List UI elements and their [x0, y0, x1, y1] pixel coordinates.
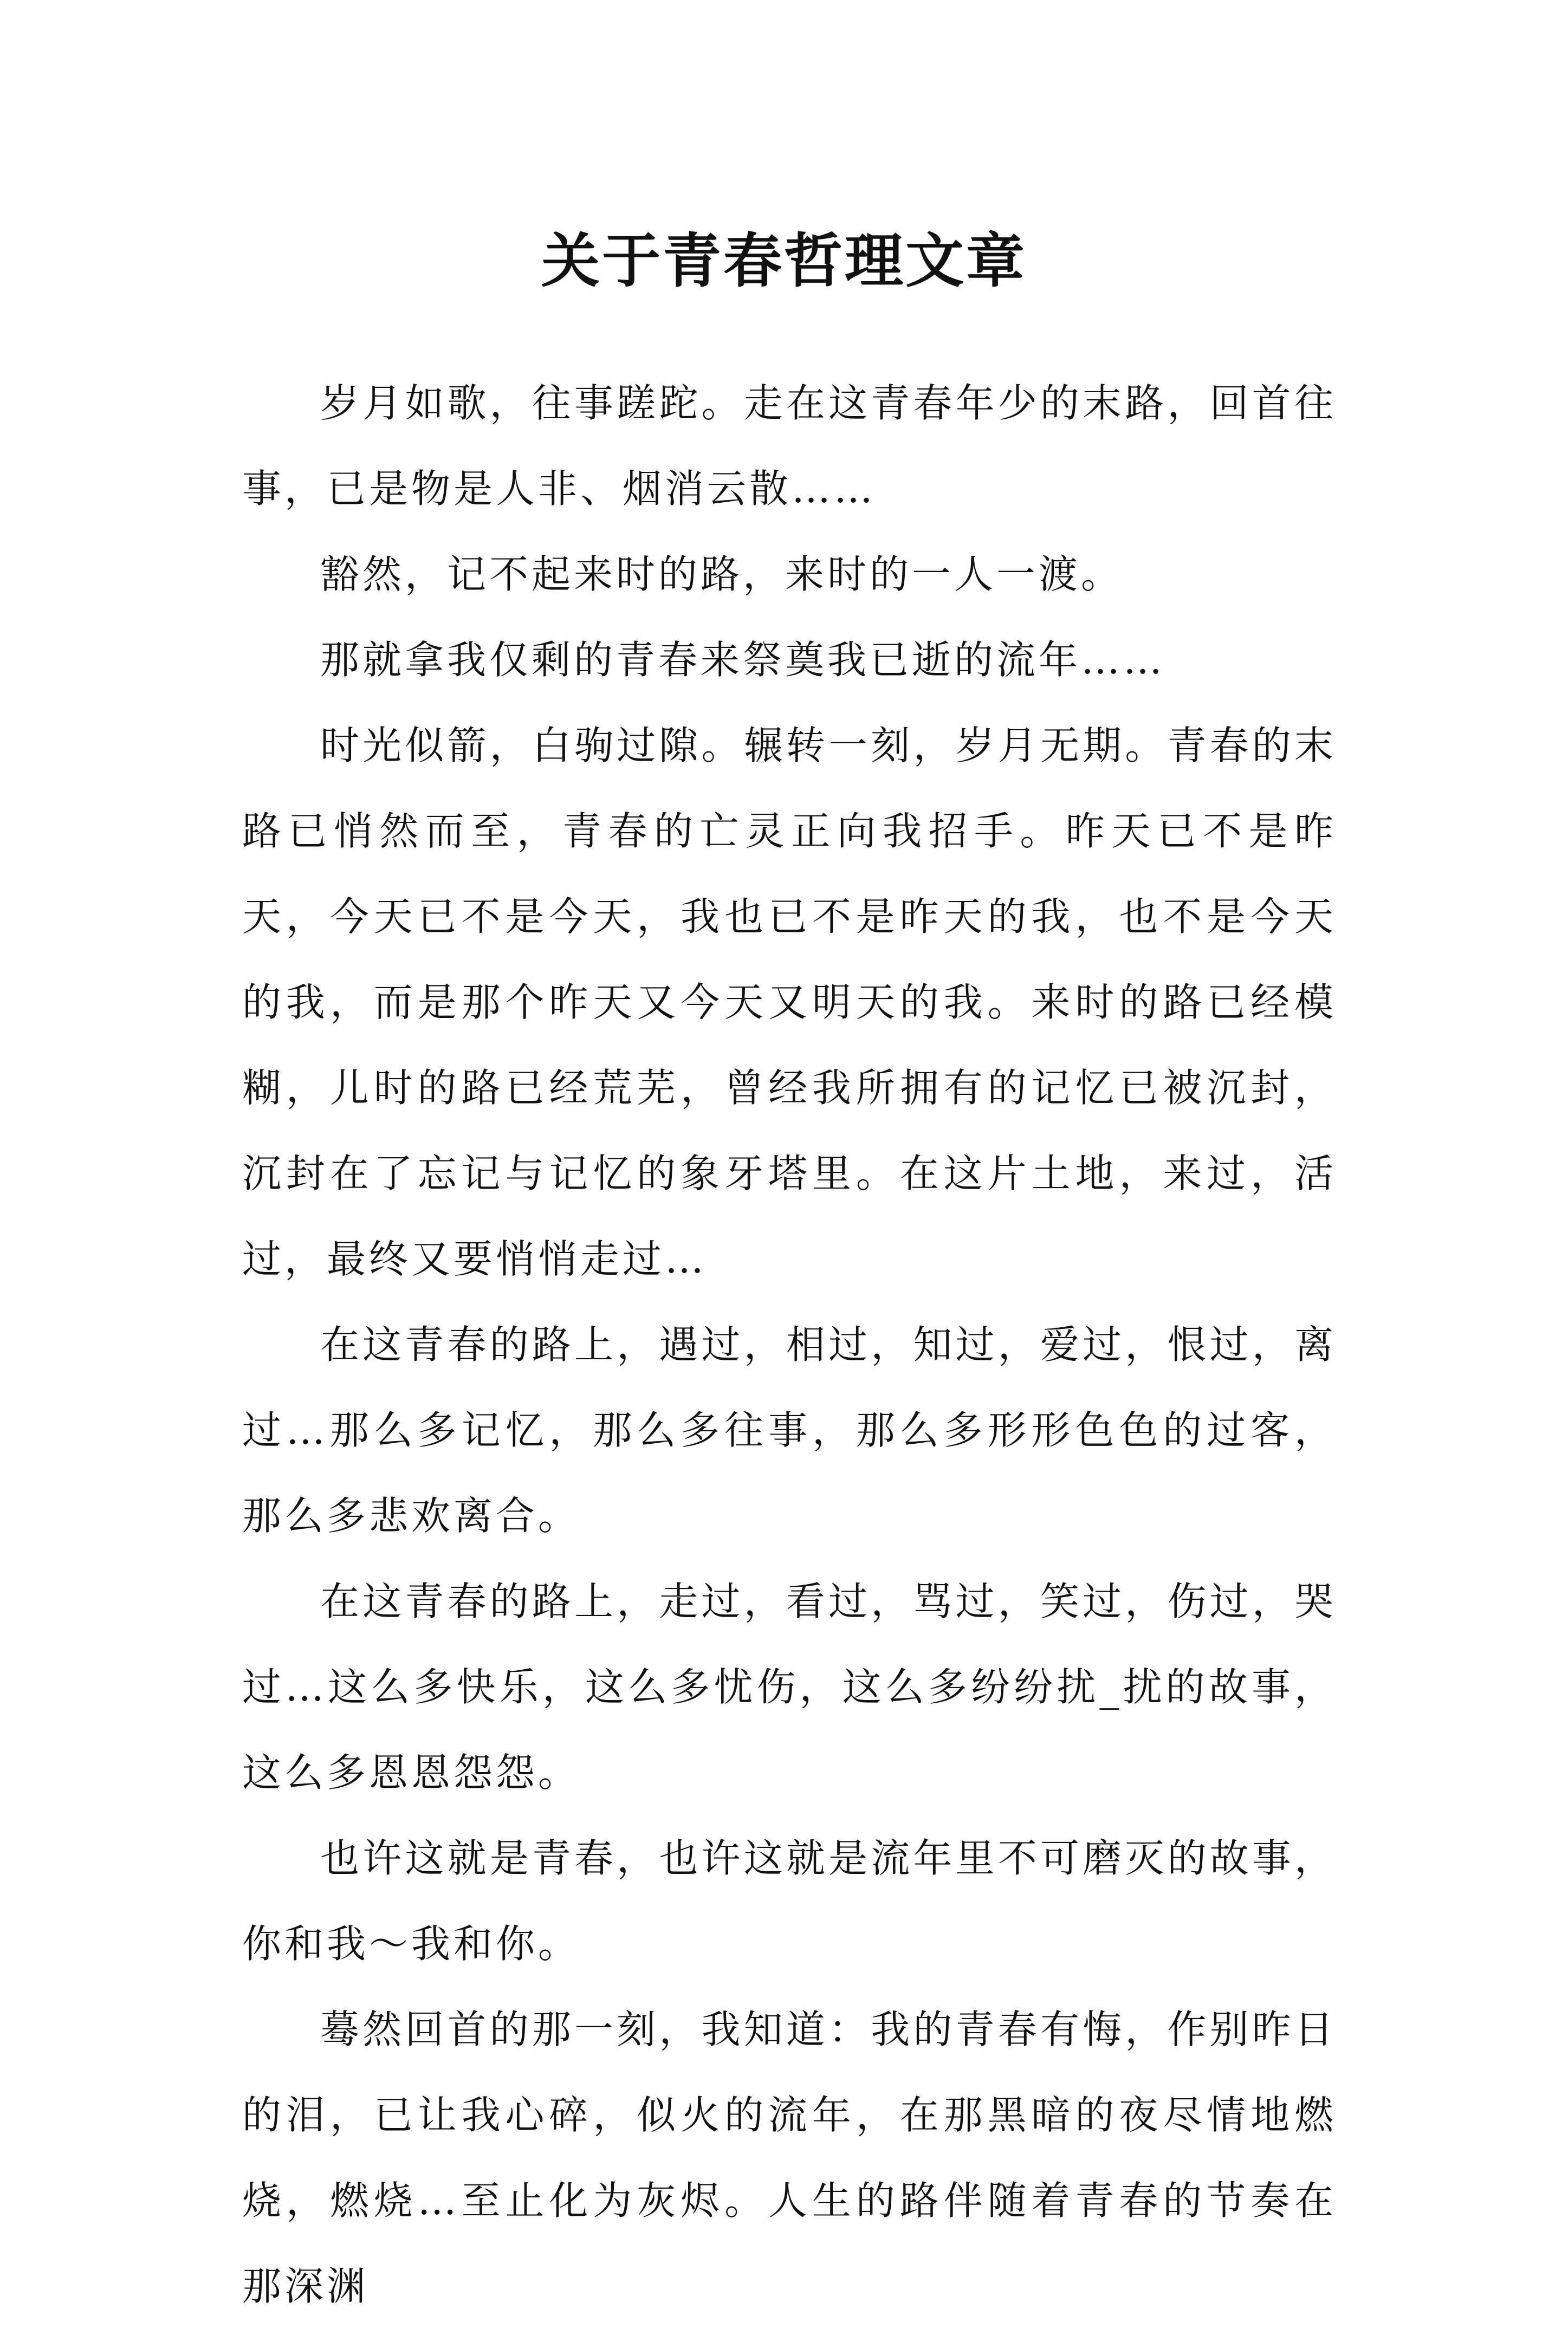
- document-title: 关于青春哲理文章: [541, 227, 1027, 296]
- paragraph: 在这青春的路上，走过，看过，骂过，笑过，伤过，哭过…这么多快乐，这么多忧伤，这么多纷纷扰_扰的故事，这么多恩恩怨怨。: [242, 1579, 1337, 1795]
- paragraph: 蓦然回首的那一刻，我知道：我的青春有悔，作别昨日的泪，已让我心碎，似火的流年，在那黑暗的夜尽情地燃烧，燃烧…至止化为灰烬。人生的路伴随着青春的节奏在那深渊: [242, 2007, 1337, 2309]
- document-body: [242, 360, 1337, 2329]
- paragraph: 岁月如歌，往事蹉跎。走在这青春年少的末路，回首往事，已是物是人非、烟消云散……: [242, 380, 1337, 511]
- paragraph: 那就拿我仅剩的青春来祭奠我已逝的流年……: [320, 637, 1166, 683]
- paragraph: 也许这就是青春，也许这就是流年里不可磨灭的故事，你和我～我和你。: [242, 1835, 1337, 1967]
- paragraph: 时光似箭，白驹过隙。辗转一刻，岁月无期。青春的末路已悄然而至，青春的亡灵正向我招手。昨天已不是昨天，今天已不是今天，我也已不是昨天的我，也不是今天的我，而是那个昨天又今天又明天的我。来时的路已经模糊，儿时的路已经荒芜，曾经我所拥有的记忆已被沉封，沉封在了忘记与记忆的象牙塔里。在这片土地，来过，活过，最终又要悄悄走过…: [242, 723, 1337, 1282]
- paragraph: 豁然，记不起来时的路，来时的一人一渡。: [320, 552, 1124, 597]
- paragraph: 在这青春的路上，遇过，相过，知过，爱过，恨过，离过…那么多记忆，那么多往事，那么多形形色色的过客，那么多悲欢离合。: [242, 1322, 1337, 1539]
